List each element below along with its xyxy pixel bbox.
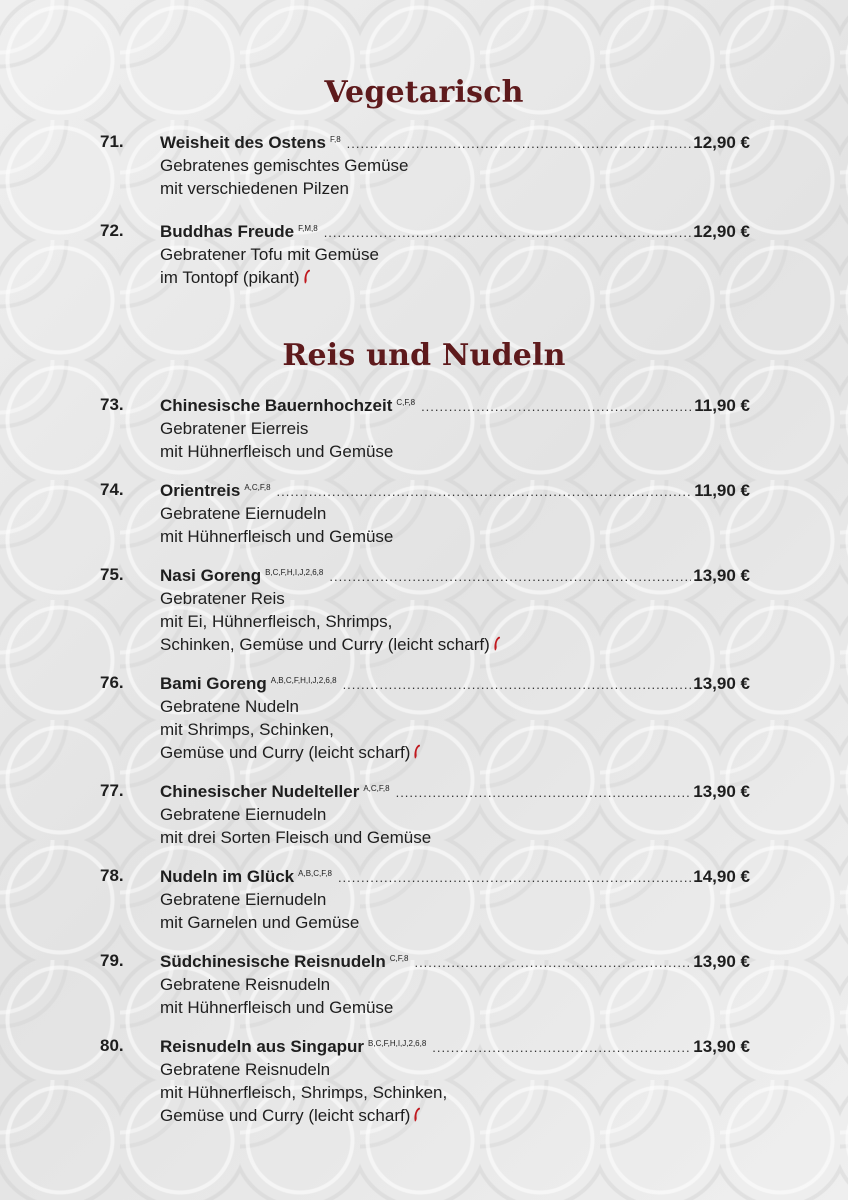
item-description-line — [160, 741, 750, 764]
item-description-line — [160, 417, 750, 440]
item-content — [160, 565, 750, 656]
item-allergens: A,B,C,F,8 — [298, 869, 332, 878]
item-name: Bami Goreng — [160, 674, 267, 693]
item-title-line — [160, 132, 750, 154]
chili-icon — [414, 742, 421, 757]
description-text: Gebratene Eiernudeln — [160, 504, 327, 523]
item-number: 74. — [100, 480, 124, 499]
item-number: 79. — [100, 951, 124, 970]
description-text: Gebratene Eiernudeln — [160, 890, 327, 909]
dot-leader — [421, 396, 692, 418]
item-title-line — [160, 866, 750, 888]
item-name: Reisnudeln aus Singapur — [160, 1037, 365, 1056]
item-price: 12,90 € — [693, 222, 750, 241]
item-description-line — [160, 154, 750, 177]
item-price: 12,90 € — [693, 133, 750, 152]
item-price: 13,90 € — [693, 674, 750, 693]
item-price: 13,90 € — [693, 952, 750, 971]
item-number: 72. — [100, 221, 124, 240]
item-name: Nudeln im Glück — [160, 867, 295, 886]
item-title-line — [160, 395, 750, 417]
description-text: mit Ei, Hühnerfleisch, Shrimps, — [160, 612, 393, 631]
item-allergens: F,M,8 — [298, 224, 318, 233]
item-description-line — [160, 266, 750, 289]
chili-icon — [414, 1105, 421, 1120]
item-name: Orientreis — [160, 481, 241, 500]
description-text: Gebratener Eierreis — [160, 419, 309, 438]
dot-leader — [277, 481, 693, 503]
item-name: Weisheit des Ostens — [160, 133, 326, 152]
item-content — [160, 480, 750, 548]
item-description-line — [160, 525, 750, 548]
item-description-line — [160, 803, 750, 826]
description-text: mit Hühnerfleisch und Gemüse — [160, 998, 394, 1017]
item-allergens: A,C,F,8 — [363, 784, 390, 793]
item-title-line — [160, 221, 750, 243]
description-text: mit Shrimps, Schinken, — [160, 720, 334, 739]
item-description-line — [160, 177, 750, 200]
item-description-line — [160, 440, 750, 463]
description-text: Gebratener Reis — [160, 589, 285, 608]
description-text: mit Garnelen und Gemüse — [160, 913, 360, 932]
chili-icon — [304, 267, 311, 282]
item-number: 75. — [100, 565, 124, 584]
dot-leader — [343, 674, 692, 696]
item-description-line — [160, 718, 750, 741]
item-description-line — [160, 996, 750, 1019]
dot-leader — [324, 222, 692, 244]
description-text: mit Hühnerfleisch, Shrimps, Schinken, — [160, 1083, 448, 1102]
item-title-line — [160, 565, 750, 587]
item-description-line — [160, 633, 750, 656]
item-number: 76. — [100, 673, 124, 692]
item-allergens: A,B,C,F,H,I,J,2,6,8 — [270, 676, 337, 685]
item-description-line — [160, 1104, 750, 1127]
description-text: Gebratenes gemischtes Gemüse — [160, 156, 409, 175]
item-content — [160, 951, 750, 1019]
item-allergens: B,C,F,H,I,J,2,6,8 — [265, 568, 324, 577]
item-title-line — [160, 781, 750, 803]
description-text: mit verschiedenen Pilzen — [160, 179, 349, 198]
item-allergens: B,C,F,H,I,J,2,6,8 — [368, 1039, 427, 1048]
item-description-line — [160, 888, 750, 911]
description-text: Gebratene Reisnudeln — [160, 975, 331, 994]
description-text: Gebratene Nudeln — [160, 697, 299, 716]
item-price: 11,90 € — [694, 481, 750, 500]
description-text: mit Hühnerfleisch und Gemüse — [160, 442, 394, 461]
item-content — [160, 395, 750, 463]
item-price: 11,90 € — [694, 396, 750, 415]
item-allergens: C,F,8 — [396, 398, 416, 407]
item-description-line — [160, 826, 750, 849]
item-number: 80. — [100, 1036, 124, 1055]
dot-leader — [414, 952, 691, 974]
item-title-line — [160, 951, 750, 973]
item-content — [160, 221, 750, 289]
item-number: 78. — [100, 866, 124, 885]
item-description-line — [160, 243, 750, 266]
description-text: Gebratene Reisnudeln — [160, 1060, 331, 1079]
item-content — [160, 866, 750, 934]
item-price: 13,90 € — [693, 566, 750, 585]
description-text: Gemüse und Curry (leicht scharf) — [160, 743, 411, 762]
item-description-line — [160, 1058, 750, 1081]
item-content — [160, 673, 750, 764]
description-text: Gebratener Tofu mit Gemüse — [160, 245, 379, 264]
item-price: 14,90 € — [693, 867, 750, 886]
item-description-line — [160, 610, 750, 633]
item-allergens: C,F,8 — [389, 954, 409, 963]
dot-leader — [432, 1037, 691, 1059]
item-title-line — [160, 1036, 750, 1058]
item-name: Nasi Goreng — [160, 566, 262, 585]
dot-leader — [338, 867, 691, 889]
description-text: mit drei Sorten Fleisch und Gemüse — [160, 828, 432, 847]
item-content — [160, 1036, 750, 1127]
dot-leader — [396, 782, 692, 804]
item-description-line — [160, 1081, 750, 1104]
description-text: mit Hühnerfleisch und Gemüse — [160, 527, 394, 546]
section-title: Vegetarisch — [324, 75, 524, 110]
item-description-line — [160, 587, 750, 610]
item-name: Südchinesische Reisnudeln — [160, 952, 386, 971]
item-number: 71. — [100, 132, 124, 151]
section-title: Reis und Nudeln — [282, 338, 566, 373]
item-name: Chinesische Bauernhochzeit — [160, 396, 393, 415]
item-description-line — [160, 973, 750, 996]
chili-icon — [494, 634, 501, 649]
item-title-line — [160, 673, 750, 695]
description-text: Schinken, Gemüse und Curry (leicht scharf) — [160, 635, 490, 654]
item-description-line — [160, 502, 750, 525]
item-title-line — [160, 480, 750, 502]
description-text: im Tontopf (pikant) — [160, 268, 300, 287]
item-price: 13,90 € — [693, 1037, 750, 1056]
item-allergens: F,8 — [329, 135, 341, 144]
item-number: 73. — [100, 395, 124, 414]
description-text: Gemüse und Curry (leicht scharf) — [160, 1106, 411, 1125]
item-content — [160, 132, 750, 200]
item-description-line — [160, 695, 750, 718]
item-allergens: A,C,F,8 — [244, 483, 271, 492]
item-content — [160, 781, 750, 849]
item-number: 77. — [100, 781, 124, 800]
item-name: Chinesischer Nudelteller — [160, 782, 360, 801]
dot-leader — [329, 566, 691, 588]
item-price: 13,90 € — [693, 782, 750, 801]
description-text: Gebratene Eiernudeln — [160, 805, 327, 824]
dot-leader — [347, 133, 692, 155]
item-description-line — [160, 911, 750, 934]
item-name: Buddhas Freude — [160, 222, 295, 241]
